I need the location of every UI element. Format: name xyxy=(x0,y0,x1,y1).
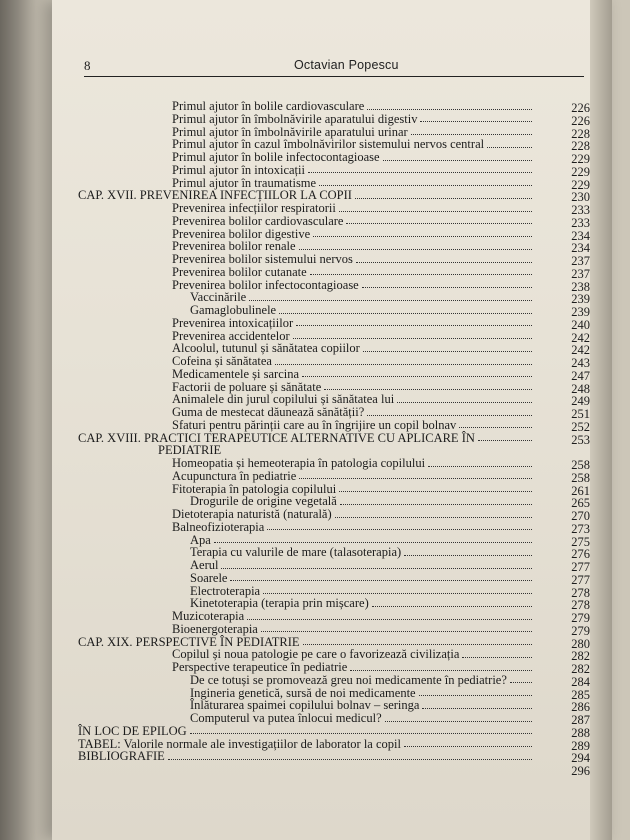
toc-chapter-line xyxy=(78,725,618,738)
toc-page-number: 288 xyxy=(571,725,590,740)
dotted-leader xyxy=(419,695,532,696)
toc-entry-title: Primul ajutor în intoxicații xyxy=(172,162,305,177)
toc-entry-title: Primul ajutor în bolile infectocontagioase xyxy=(172,150,380,164)
dotted-leader xyxy=(340,504,532,505)
dotted-leader xyxy=(363,351,532,352)
dotted-leader xyxy=(299,249,532,250)
dotted-leader xyxy=(355,198,532,199)
toc-entry-title: Aerul xyxy=(190,558,219,572)
toc-entry-title: Computerul va putea înlocui medicul? xyxy=(190,711,382,725)
toc-page-number: 273 xyxy=(571,521,590,536)
toc-page-number: 261 xyxy=(571,483,590,498)
toc-chapter-line xyxy=(78,188,618,205)
toc-entry-title: BIBLIOGRAFIE xyxy=(78,749,165,764)
toc-entry-title: Prevenirea bolilor renale xyxy=(172,239,296,254)
toc-entry-title: Factorii de poluare și sănătate xyxy=(172,379,322,394)
dotted-leader xyxy=(230,580,532,581)
dotted-leader xyxy=(404,746,532,747)
dotted-leader xyxy=(422,708,532,709)
dotted-leader xyxy=(296,325,532,326)
toc-entry xyxy=(78,494,618,511)
dotted-leader xyxy=(302,376,532,377)
toc-entry-title: De ce totuși se promovează greu noi medicamente în pediatrie? xyxy=(190,672,507,687)
dotted-leader xyxy=(275,364,532,365)
toc-entry xyxy=(78,279,618,292)
dotted-leader xyxy=(168,759,532,760)
dotted-leader xyxy=(411,134,532,135)
toc-entry-title: Prevenirea bolilor sistemului nervos xyxy=(172,252,353,266)
dotted-leader xyxy=(308,172,532,173)
dotted-leader xyxy=(346,223,532,224)
toc-page-number: 276 xyxy=(571,547,590,562)
table-of-contents xyxy=(78,100,618,776)
dotted-leader xyxy=(214,542,532,543)
dotted-leader xyxy=(428,466,532,467)
toc-entry-title: Balneofizioterapia xyxy=(172,519,265,534)
toc-entry xyxy=(78,113,618,126)
toc-page-number: 265 xyxy=(571,496,590,511)
dotted-leader xyxy=(190,733,532,734)
toc-entry-title: Primul ajutor în cazul îmbolnăvirilor sistemului nervos central xyxy=(172,137,485,152)
toc-page-number: 284 xyxy=(571,674,590,689)
toc-page-number: 286 xyxy=(571,700,590,715)
dotted-leader xyxy=(350,670,532,671)
dotted-leader xyxy=(319,185,532,186)
toc-entry xyxy=(78,470,618,483)
toc-entry xyxy=(78,508,618,521)
toc-page-number: 239 xyxy=(571,292,590,307)
toc-page-number: 282 xyxy=(571,662,590,676)
toc-entry-title: Cofeina și sănătatea xyxy=(172,354,272,368)
toc-entry xyxy=(78,406,618,419)
toc-entry-title: Prevenirea bolilor cutanate xyxy=(172,264,307,279)
dotted-leader xyxy=(462,657,532,658)
page-number: 8 xyxy=(84,58,91,73)
toc-entry-title: Prevenirea intoxicațiilor xyxy=(172,315,294,330)
toc-page-number: 258 xyxy=(571,470,590,485)
toc-entry xyxy=(78,647,618,664)
dotted-leader xyxy=(310,274,532,275)
toc-entry xyxy=(78,228,618,241)
toc-entry-title: Muzicoterapia xyxy=(172,609,245,623)
toc-entry-title: CAP. XVIII. PRACTICI TERAPEUTICE ALTERNATIVE CU APLICARE ÎN xyxy=(78,430,475,445)
toc-entry xyxy=(78,215,618,228)
toc-entry-title: Perspective terapeutice în pediatrie xyxy=(172,660,348,674)
dotted-leader xyxy=(404,555,532,556)
dotted-leader xyxy=(279,313,532,314)
toc-entry xyxy=(78,559,618,572)
toc-entry-title: Gamaglobulinele xyxy=(190,303,277,317)
toc-entry-title: Alcoolul, tutunul și sănătatea copiilor xyxy=(172,341,360,356)
toc-page-number: 252 xyxy=(571,419,590,434)
toc-entry-title: Prevenirea bolilor digestive xyxy=(172,226,311,241)
toc-entry xyxy=(78,304,618,317)
dotted-leader xyxy=(362,287,532,288)
toc-entry-title: Prevenirea bolilor infectocontagioase xyxy=(172,277,359,292)
toc-entry-title: CAP. XVII. PREVENIREA INFECȚIILOR LA COPII xyxy=(78,188,352,203)
toc-page-number: 275 xyxy=(571,534,590,549)
dotted-leader xyxy=(459,427,532,428)
dotted-leader xyxy=(261,631,532,632)
toc-entry-title: Înlăturarea spaimei copilului bolnav – seringa xyxy=(190,698,420,713)
toc-entry xyxy=(78,368,618,381)
toc-page-number: 237 xyxy=(571,266,590,281)
page-header xyxy=(84,54,584,77)
dotted-leader xyxy=(324,389,532,390)
toc-entry xyxy=(78,164,618,177)
toc-page-number: 233 xyxy=(571,203,590,217)
toc-entry-title: Guma de mestecat dăunează sănătății? xyxy=(172,405,365,419)
toc-page-number: 277 xyxy=(571,572,590,587)
dotted-leader xyxy=(267,529,532,530)
toc-page-number: 251 xyxy=(571,407,590,421)
dotted-leader xyxy=(247,619,532,620)
toc-entry-title: Drogurile de origine vegetală xyxy=(190,494,337,509)
toc-entry xyxy=(78,596,618,613)
dotted-leader xyxy=(372,606,532,607)
toc-page-number: 242 xyxy=(571,330,590,345)
toc-entry xyxy=(78,317,618,330)
dotted-leader xyxy=(383,160,532,161)
toc-entry-title: Dietoterapia naturistă (naturală) xyxy=(172,507,332,521)
toc-entry-title: Acupunctura în pediatrie xyxy=(172,468,297,483)
dotted-leader xyxy=(487,147,532,148)
dotted-leader xyxy=(335,517,532,518)
dotted-leader xyxy=(263,593,532,594)
toc-entry-title: Kinetoterapia (terapia prin mișcare) xyxy=(190,596,369,611)
toc-entry-title: Sfaturi pentru părinții care au în îngrijire un copil bolnav xyxy=(172,417,457,432)
toc-page-number: 229 xyxy=(571,177,590,192)
toc-entry xyxy=(78,545,618,562)
toc-page-number: 258 xyxy=(571,458,590,472)
dotted-leader xyxy=(397,402,532,403)
toc-entry xyxy=(78,202,618,215)
toc-page-number: 296 xyxy=(571,764,590,778)
dotted-leader xyxy=(367,415,532,416)
dotted-leader xyxy=(510,682,532,683)
toc-entry xyxy=(78,674,618,687)
toc-entry-title: Ingineria genetică, sursă de noi medicamente xyxy=(190,685,416,700)
dotted-leader xyxy=(420,121,532,122)
toc-page-number: 279 xyxy=(571,611,590,625)
toc-page-number: 228 xyxy=(571,126,590,141)
toc-entry xyxy=(78,341,618,358)
toc-entry-title: Homeopatia și hemeoterapia în patologia copilului xyxy=(172,456,426,470)
toc-page-number: 280 xyxy=(571,636,590,651)
toc-page-number: 226 xyxy=(571,101,590,115)
toc-entry xyxy=(78,457,618,470)
dotted-leader xyxy=(478,440,532,441)
toc-entry-title: Fitoterapia în patologia copilului xyxy=(172,481,337,496)
toc-page-number: 228 xyxy=(571,139,590,154)
toc-entry-title: PEDIATRIE xyxy=(158,443,222,458)
toc-entry-title: Prevenirea accidentelor xyxy=(172,328,290,343)
running-head: Octavian Popescu xyxy=(294,58,399,72)
toc-page-number: 240 xyxy=(571,317,590,332)
dotted-leader xyxy=(299,478,532,479)
toc-page-number: 226 xyxy=(571,113,590,128)
toc-entry-title: Electroterapia xyxy=(190,583,261,598)
toc-page-number: 249 xyxy=(571,394,590,409)
toc-entry-title: Prevenirea infecțiilor respiratorii xyxy=(172,201,336,215)
toc-entry-title: Primul ajutor în îmbolnăvirile aparatului digestiv xyxy=(172,111,418,126)
toc-page-number: 285 xyxy=(571,687,590,702)
dotted-leader xyxy=(339,211,532,212)
toc-entry xyxy=(78,151,618,164)
dotted-leader xyxy=(249,300,532,301)
toc-entry xyxy=(78,419,618,432)
toc-page-number: 287 xyxy=(571,713,590,727)
dotted-leader xyxy=(385,721,532,722)
toc-page-number: 294 xyxy=(571,751,590,766)
toc-page-number: 277 xyxy=(571,560,590,574)
toc-page-number: 243 xyxy=(571,356,590,370)
toc-page-number: 242 xyxy=(571,343,590,358)
toc-page-number: 238 xyxy=(571,279,590,294)
dotted-leader xyxy=(339,491,532,492)
toc-entry-title: Primul ajutor în bolile cardiovasculare xyxy=(172,99,365,113)
toc-entry-title: CAP. XIX. PERSPECTIVE ÎN PEDIATRIE xyxy=(78,634,300,649)
toc-page-number: 229 xyxy=(571,152,590,166)
toc-page-number: 278 xyxy=(571,585,590,600)
dotted-leader xyxy=(221,568,532,569)
toc-page-number: 234 xyxy=(571,228,590,243)
toc-entry-title: Bioenergoterapia xyxy=(172,621,258,636)
toc-entry xyxy=(78,661,618,674)
toc-entry-title: TABEL: Valorile normale ale investigațiilor de laborator la copil xyxy=(78,736,401,751)
toc-entry xyxy=(78,763,618,776)
toc-entry-title: Medicamentele și sarcina xyxy=(172,366,300,381)
dotted-leader xyxy=(367,109,532,110)
toc-entry-title: Animalele din jurul copilului și sănătatea lui xyxy=(172,392,395,407)
toc-page-number: 289 xyxy=(571,738,590,753)
toc-page-number: 233 xyxy=(571,215,590,230)
toc-entry-title: ÎN LOC DE EPILOG xyxy=(78,723,187,738)
toc-page-number: 270 xyxy=(571,509,590,523)
toc-entry-title: Vaccinările xyxy=(190,290,247,305)
toc-entry xyxy=(78,712,618,725)
dotted-leader xyxy=(356,262,532,263)
toc-page-number: 237 xyxy=(571,254,590,268)
toc-entry xyxy=(78,572,618,585)
toc-entry-title: Copilul și noua patologie pe care o favorizează civilizația xyxy=(172,647,460,662)
toc-page-number: 278 xyxy=(571,598,590,613)
dotted-leader xyxy=(293,338,532,339)
toc-page-number: 248 xyxy=(571,381,590,396)
toc-page-number: 253 xyxy=(571,432,590,447)
toc-entry-title: Apa xyxy=(190,532,211,547)
toc-entry xyxy=(78,253,618,266)
toc-page-number: 247 xyxy=(571,368,590,383)
toc-entry xyxy=(78,100,618,113)
toc-entry-title: Primul ajutor în traumatisme xyxy=(172,175,317,190)
toc-page-number: 229 xyxy=(571,164,590,179)
toc-page-number: 282 xyxy=(571,649,590,664)
book-page xyxy=(52,0,612,840)
dotted-leader xyxy=(303,644,532,645)
toc-entry-title: Terapia cu valurile de mare (talasoterapia) xyxy=(190,545,402,560)
toc-page-number: 234 xyxy=(571,241,590,256)
toc-entry xyxy=(78,266,618,279)
toc-entry-title: Soarele xyxy=(190,570,228,585)
toc-entry xyxy=(78,610,618,623)
toc-entry-title: Prevenirea bolilor cardiovasculare xyxy=(172,213,344,228)
toc-entry xyxy=(78,290,618,307)
toc-page-number: 279 xyxy=(571,623,590,638)
toc-entry xyxy=(78,521,618,534)
toc-entry xyxy=(78,623,618,636)
toc-entry-title: Primul ajutor în îmbolnăvirile aparatului urinar xyxy=(172,124,408,139)
toc-entry xyxy=(78,355,618,368)
toc-chapter-line xyxy=(78,749,618,766)
toc-entry xyxy=(78,483,618,496)
dotted-leader xyxy=(313,236,532,237)
toc-page-number: 239 xyxy=(571,305,590,319)
toc-page-number: 230 xyxy=(571,190,590,205)
